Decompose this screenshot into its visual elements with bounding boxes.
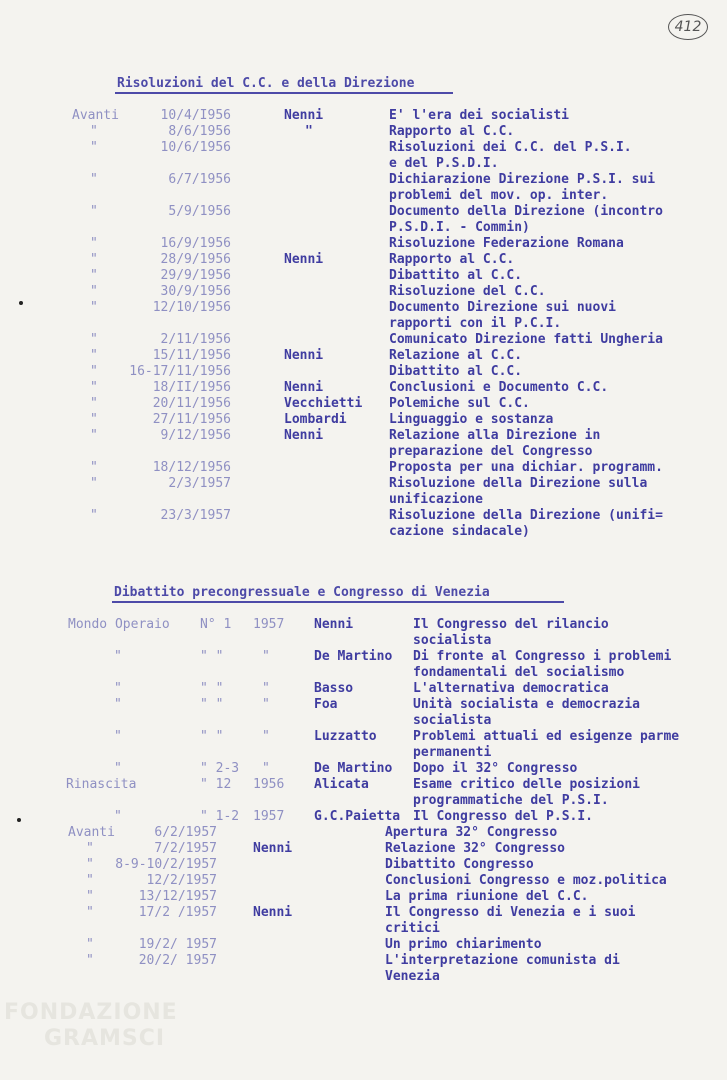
- author-cell: Nenni: [253, 841, 293, 856]
- source-cell: Mondo Operaio: [68, 617, 170, 632]
- page-number: 412: [668, 14, 708, 40]
- source-cell: ": [86, 937, 94, 952]
- entry-row: [0, 236, 727, 252]
- title-line: Polemiche sul C.C.: [389, 396, 530, 411]
- issue-cell: " 12: [200, 777, 232, 792]
- title-line: Documento della Direzione (incontro: [389, 204, 663, 219]
- source-cell: ": [90, 300, 98, 315]
- watermark-line: FONDAZIONE: [4, 1000, 178, 1025]
- source-cell: ": [86, 905, 94, 920]
- author-cell: Foa: [314, 697, 338, 712]
- author-cell: Nenni: [284, 108, 324, 123]
- title-line: e del P.S.D.I.: [389, 156, 499, 171]
- entry-row: [0, 284, 727, 300]
- source-cell: ": [90, 204, 98, 219]
- source-cell: Avanti: [72, 108, 119, 123]
- watermark: [4, 1000, 178, 1052]
- entry-row: [0, 204, 727, 235]
- section1-underline: [115, 92, 453, 94]
- year-cell: ": [262, 681, 270, 696]
- author-cell: G.C.Paietta: [314, 809, 401, 824]
- source-cell: Rinascita: [66, 777, 137, 792]
- section2-underline: [112, 601, 564, 603]
- date-cell: 23/3/1957: [160, 508, 231, 523]
- date-cell: 17/2 /1957: [138, 905, 217, 920]
- author-cell: Nenni: [284, 380, 324, 395]
- source-cell: ": [90, 476, 98, 491]
- date-cell: 8/6/1956: [168, 124, 231, 139]
- year-cell: ": [262, 729, 270, 744]
- source-cell: ": [114, 697, 122, 712]
- author-cell: Basso: [314, 681, 354, 696]
- date-cell: 15/11/1956: [152, 348, 231, 363]
- date-cell: 27/11/1956: [152, 412, 231, 427]
- source-cell: ": [90, 284, 98, 299]
- title-line: Linguaggio e sostanza: [389, 412, 554, 427]
- entry-row: [0, 428, 727, 459]
- source-cell: ": [90, 252, 98, 267]
- source-cell: ": [114, 649, 122, 664]
- author-cell: Nenni: [253, 905, 293, 920]
- source-cell: ": [90, 140, 98, 155]
- source-cell: ": [90, 380, 98, 395]
- source-cell: ": [114, 681, 122, 696]
- entry-row: [0, 268, 727, 284]
- entry-row: [0, 300, 727, 331]
- year-cell: ": [262, 697, 270, 712]
- title-line: Di fronte al Congresso i problemi: [413, 649, 672, 664]
- title-line: Dibattito al C.C.: [389, 364, 523, 379]
- date-cell: 19/2/ 1957: [138, 937, 217, 952]
- date-cell: 30/9/1956: [160, 284, 231, 299]
- entry-row: [0, 140, 727, 171]
- entry-row: [0, 905, 727, 936]
- title-line: programmatiche del P.S.I.: [413, 793, 609, 808]
- title-line: Risoluzioni dei C.C. del P.S.I.: [389, 140, 632, 155]
- title-line: Apertura 32° Congresso: [385, 825, 558, 840]
- title-line: L'alternativa democratica: [413, 681, 609, 696]
- title-line: preparazione del Congresso: [389, 444, 593, 459]
- title-line: cazione sindacale): [389, 524, 530, 539]
- title-line: P.S.D.I. - Commin): [389, 220, 530, 235]
- source-cell: ": [86, 953, 94, 968]
- source-cell: ": [90, 348, 98, 363]
- title-line: socialista: [413, 713, 492, 728]
- entry-row: [0, 412, 727, 428]
- date-cell: 2/11/1956: [160, 332, 231, 347]
- date-cell: 16-17/11/1956: [129, 364, 231, 379]
- author-cell: Vecchietti: [284, 396, 363, 411]
- source-cell: ": [90, 172, 98, 187]
- date-cell: 28/9/1956: [160, 252, 231, 267]
- source-cell: ": [86, 857, 94, 872]
- entry-row: [0, 364, 727, 380]
- entry-row: [0, 937, 727, 953]
- issue-cell: " ": [200, 697, 224, 712]
- entry-row: [0, 396, 727, 412]
- title-line: Dopo il 32° Congresso: [413, 761, 578, 776]
- source-cell: ": [86, 841, 94, 856]
- year-cell: ": [262, 761, 270, 776]
- author-cell: De Martino: [314, 761, 393, 776]
- entry-row: [0, 889, 727, 905]
- source-cell: ": [114, 729, 122, 744]
- date-cell: 6/7/1956: [168, 172, 231, 187]
- source-cell: ": [86, 873, 94, 888]
- entry-row: [0, 252, 727, 268]
- title-line: Rapporto al C.C.: [389, 124, 515, 139]
- article-row: [0, 617, 727, 648]
- title-line: permanenti: [413, 745, 492, 760]
- title-line: Conclusioni Congresso e moz.politica: [385, 873, 667, 888]
- title-line: Comunicato Direzione fatti Ungheria: [389, 332, 663, 347]
- source-cell: ": [90, 236, 98, 251]
- date-cell: 10/6/1956: [160, 140, 231, 155]
- author-cell: Alicata: [314, 777, 369, 792]
- article-row: [0, 697, 727, 728]
- date-cell: 20/11/1956: [152, 396, 231, 411]
- source-cell: ": [90, 412, 98, 427]
- title-line: Risoluzione Federazione Romana: [389, 236, 624, 251]
- title-line: Risoluzione della Direzione (unifi=: [389, 508, 663, 523]
- article-row: [0, 761, 727, 777]
- date-cell: 12/2/1957: [146, 873, 217, 888]
- entry-row: [0, 476, 727, 507]
- date-cell: 7/2/1957: [154, 841, 217, 856]
- title-line: Dichiarazione Direzione P.S.I. sui: [389, 172, 656, 187]
- title-line: Il Congresso del rilancio: [413, 617, 609, 632]
- date-cell: 18/II/1956: [152, 380, 231, 395]
- title-line: Unità socialista e democrazia: [413, 697, 640, 712]
- year-cell: ": [262, 649, 270, 664]
- year-cell: 1957: [253, 617, 285, 632]
- punch-mark: [17, 818, 21, 822]
- title-line: Problemi attuali ed esigenze parme: [413, 729, 680, 744]
- title-line: unificazione: [389, 492, 483, 507]
- article-row: [0, 649, 727, 680]
- entry-row: [0, 825, 727, 841]
- date-cell: 13/12/1957: [138, 889, 217, 904]
- title-line: L'interpretazione comunista di: [385, 953, 620, 968]
- entry-row: [0, 124, 727, 140]
- date-cell: 29/9/1956: [160, 268, 231, 283]
- title-line: Relazione al C.C.: [389, 348, 523, 363]
- title-line: Risoluzione del C.C.: [389, 284, 546, 299]
- title-line: Documento Direzione sui nuovi: [389, 300, 616, 315]
- title-line: Risoluzione della Direzione sulla: [389, 476, 648, 491]
- date-cell: 12/10/1956: [152, 300, 231, 315]
- entry-row: [0, 332, 727, 348]
- author-cell: Luzzatto: [314, 729, 377, 744]
- author-cell: ": [305, 124, 313, 139]
- issue-cell: N° 1: [200, 617, 232, 632]
- entry-row: [0, 380, 727, 396]
- title-line: Il Congresso del P.S.I.: [413, 809, 594, 824]
- date-cell: 9/12/1956: [160, 428, 231, 443]
- source-cell: Avanti: [68, 825, 115, 840]
- date-cell: 18/12/1956: [152, 460, 231, 475]
- date-cell: 10/4/I956: [160, 108, 231, 123]
- title-line: Dibattito Congresso: [385, 857, 534, 872]
- source-cell: ": [114, 761, 122, 776]
- title-line: fondamentali del socialismo: [413, 665, 625, 680]
- issue-cell: " 2-3: [200, 761, 240, 776]
- title-line: Il Congresso di Venezia e i suoi: [385, 905, 636, 920]
- entry-row: [0, 953, 727, 984]
- date-cell: 2/3/1957: [168, 476, 231, 491]
- punch-mark: [19, 301, 23, 305]
- article-row: [0, 777, 727, 808]
- title-line: Proposta per una dichiar. programm.: [389, 460, 663, 475]
- date-cell: 8-9-10/2/1957: [115, 857, 217, 872]
- entry-row: [0, 172, 727, 203]
- title-line: problemi del mov. op. inter.: [389, 188, 609, 203]
- title-line: La prima riunione del C.C.: [385, 889, 589, 904]
- date-cell: 16/9/1956: [160, 236, 231, 251]
- title-line: Relazione alla Direzione in: [389, 428, 601, 443]
- source-cell: ": [114, 809, 122, 824]
- title-line: rapporti con il P.C.I.: [389, 316, 562, 331]
- author-cell: De Martino: [314, 649, 393, 664]
- entry-row: [0, 873, 727, 889]
- entry-row: [0, 108, 727, 124]
- issue-cell: " ": [200, 649, 224, 664]
- title-line: socialista: [413, 633, 492, 648]
- entry-row: [0, 460, 727, 476]
- title-line: E' l'era dei socialisti: [389, 108, 570, 123]
- author-cell: Lombardi: [284, 412, 347, 427]
- source-cell: ": [90, 124, 98, 139]
- article-row: [0, 809, 727, 825]
- year-cell: 1957: [253, 809, 285, 824]
- entry-row: [0, 348, 727, 364]
- source-cell: ": [90, 508, 98, 523]
- author-cell: Nenni: [284, 348, 324, 363]
- title-line: Dibattito al C.C.: [389, 268, 523, 283]
- author-cell: Nenni: [284, 428, 324, 443]
- title-line: Venezia: [385, 969, 440, 984]
- date-cell: 6/2/1957: [154, 825, 217, 840]
- title-line: critici: [385, 921, 440, 936]
- title-line: Relazione 32° Congresso: [385, 841, 566, 856]
- source-cell: ": [86, 889, 94, 904]
- article-row: [0, 729, 727, 760]
- issue-cell: " ": [200, 729, 224, 744]
- entry-row: [0, 857, 727, 873]
- section2-heading: Dibattito precongressuale e Congresso di Venezia: [114, 585, 490, 600]
- year-cell: 1956: [253, 777, 285, 792]
- title-line: Conclusioni e Documento C.C.: [389, 380, 609, 395]
- author-cell: Nenni: [314, 617, 354, 632]
- source-cell: ": [90, 268, 98, 283]
- entry-row: [0, 508, 727, 539]
- date-cell: 20/2/ 1957: [138, 953, 217, 968]
- title-line: Esame critico delle posizioni: [413, 777, 640, 792]
- date-cell: 5/9/1956: [168, 204, 231, 219]
- article-row: [0, 681, 727, 697]
- title-line: Rapporto al C.C.: [389, 252, 515, 267]
- section1-heading: Risoluzioni del C.C. e della Direzione: [117, 76, 415, 91]
- source-cell: ": [90, 460, 98, 475]
- author-cell: Nenni: [284, 252, 324, 267]
- source-cell: ": [90, 332, 98, 347]
- source-cell: ": [90, 396, 98, 411]
- issue-cell: " ": [200, 681, 224, 696]
- issue-cell: " 1-2: [200, 809, 240, 824]
- title-line: Un primo chiarimento: [385, 937, 542, 952]
- entry-row: [0, 841, 727, 857]
- source-cell: ": [90, 428, 98, 443]
- source-cell: ": [90, 364, 98, 379]
- watermark-line: GRAMSCI: [44, 1026, 166, 1051]
